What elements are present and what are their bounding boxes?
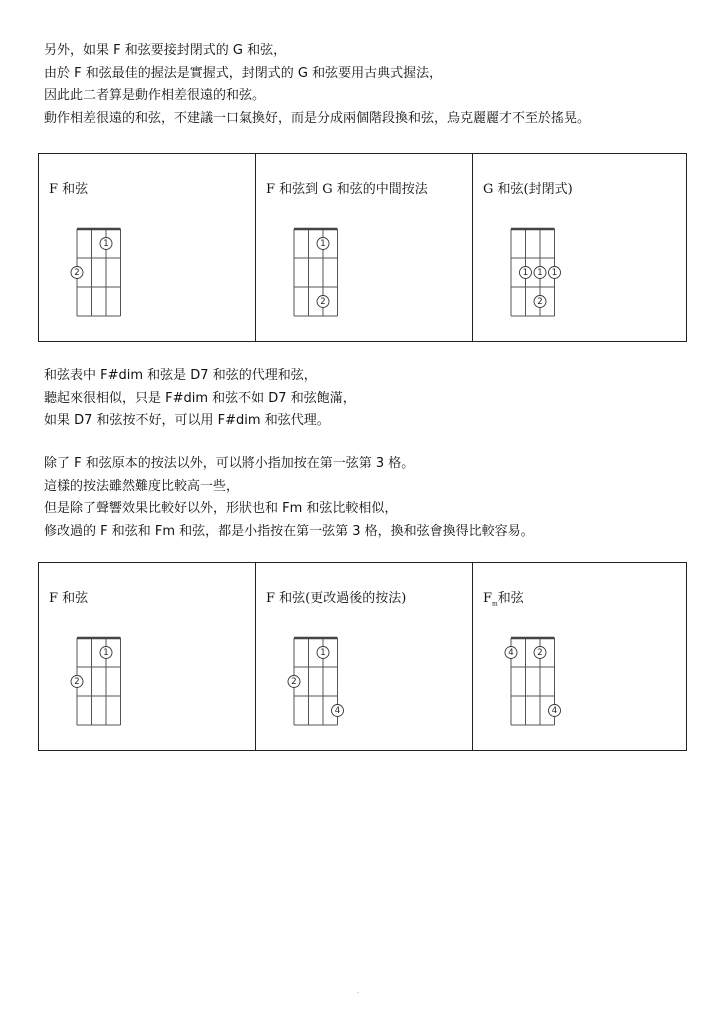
chord-title: F 和弦 (49, 591, 89, 606)
chord-cell (39, 154, 255, 341)
finger-number: 1 (522, 268, 529, 278)
page-footer-mark: . (357, 988, 359, 995)
finger-number: 1 (103, 239, 109, 249)
chord-cell (472, 563, 686, 750)
text-line: 和弦表中 F#dim 和弦是 D7 和弦的代理和弦， (44, 368, 317, 383)
chord-diagram (284, 636, 341, 726)
text-line: 這樣的按法雖然難度比較高一些， (44, 478, 240, 494)
text-line: 如果 D7 和弦按不好，可以用 F#dim 和弦代理。 (44, 413, 330, 428)
finger-number: 4 (508, 648, 514, 658)
chord-diagram (501, 227, 558, 317)
intro-paragraph (44, 40, 590, 130)
chord-table-1 (38, 153, 687, 342)
text-line: 動作相差很遠的和弦，不建議一口氣換好，而是分成兩個階段換和弦，烏克麗麗才不至於搖晃。 (44, 110, 591, 126)
chord-title: F 和弦(更改過後的按法) (266, 591, 407, 606)
text-line: 因此此二者算是動作相差很遠的和弦。 (44, 88, 266, 103)
chord-title: F 和弦 (49, 182, 89, 197)
chord-table-2 (38, 562, 687, 751)
finger-number: 4 (334, 706, 341, 716)
chord-diagram (284, 227, 338, 317)
finger-number: 2 (74, 677, 80, 687)
chord-cell (255, 154, 472, 341)
finger-number: 1 (103, 648, 109, 658)
text-line: 聽起來很相似，只是 F#dim 和弦不如 D7 和弦飽滿， (44, 390, 356, 406)
chord-cell (472, 154, 686, 341)
chord-cell (39, 563, 255, 750)
text-line: 修改過的 F 和弦和 Fm 和弦，都是小指按在第一弦第 3 格，換和弦會換得比較容易。 (44, 523, 534, 539)
finger-number: 4 (551, 706, 558, 716)
chord-diagram (501, 636, 558, 726)
pinky-paragraph (44, 453, 534, 543)
finger-number: 1 (551, 268, 558, 278)
finger-number: 2 (537, 648, 543, 658)
chord-cell (255, 563, 472, 750)
chord-suffix: 和弦 (497, 591, 524, 606)
chord-diagram (67, 636, 121, 726)
chord-root: F (483, 591, 493, 606)
finger-number: 2 (320, 297, 326, 307)
chord-title: G 和弦(封閉式) (483, 182, 573, 197)
text-line: 由於 F 和弦最佳的握法是實握式，封閉式的 G 和弦要用古典式握法， (44, 65, 443, 81)
chord-diagram (67, 227, 121, 317)
chord-quality: m (492, 600, 498, 608)
text-line: 除了 F 和弦原本的按法以外，可以將小指加按在第一弦第 3 格。 (44, 456, 415, 471)
finger-number: 2 (291, 677, 297, 687)
finger-number: 2 (74, 268, 80, 278)
finger-number: 1 (320, 648, 326, 658)
text-line: 另外，如果 F 和弦要接封閉式的 G 和弦， (44, 43, 287, 58)
chord-title: F 和弦到 G 和弦的中間按法 (266, 182, 428, 197)
text-line: 但是除了聲響效果比較好以外，形狀也和 Fm 和弦比較相似， (44, 501, 398, 516)
finger-number: 2 (537, 297, 543, 307)
finger-number: 1 (537, 268, 543, 278)
chord-title (483, 587, 524, 608)
dim-paragraph (44, 365, 356, 433)
finger-number: 1 (320, 239, 326, 249)
